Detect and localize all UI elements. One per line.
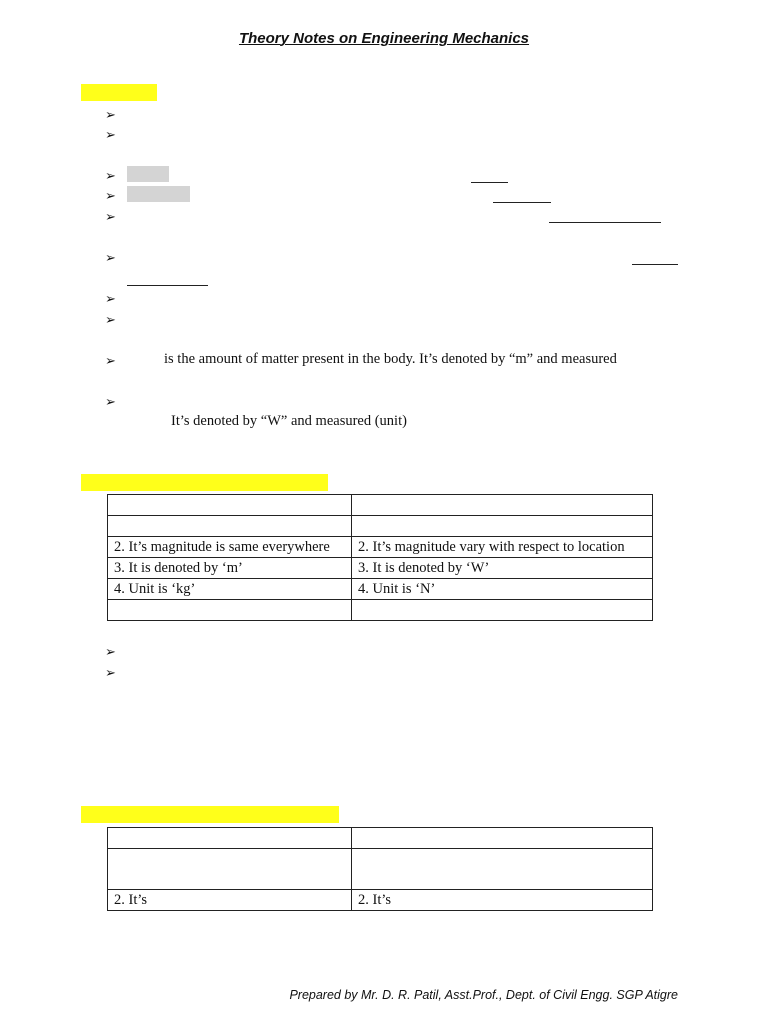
list-bullet: ➢ xyxy=(105,107,116,122)
section-heading-highlight-1 xyxy=(81,84,157,101)
table-cell: 2. It’s xyxy=(108,890,352,911)
list-bullet: ➢ xyxy=(105,250,116,265)
table-cell xyxy=(108,516,352,537)
table-row xyxy=(108,537,653,558)
page-footer: Prepared by Mr. D. R. Patil, Asst.Prof., Dept. of Civil Engg. SGP Atigre xyxy=(289,988,678,1002)
table-row xyxy=(108,890,653,911)
weight-definition-text: It’s denoted by “W” and measured (unit) xyxy=(171,413,407,429)
table-cell xyxy=(352,849,653,890)
comparison-table-2 xyxy=(107,827,653,911)
table-cell: 2. It’s magnitude is same everywhere xyxy=(108,537,352,558)
table-cell: 2. It’s xyxy=(352,890,653,911)
list-bullet: ➢ xyxy=(105,665,116,680)
section-heading-highlight-3 xyxy=(81,806,339,823)
table-cell xyxy=(108,495,352,516)
table-cell xyxy=(352,600,653,621)
mass-definition-text: is the amount of matter present in the body. It’s denoted by “m” and measured xyxy=(164,351,617,367)
mass-vs-weight-table xyxy=(107,494,653,621)
table-cell xyxy=(352,516,653,537)
blank-underline xyxy=(493,202,551,203)
table-row xyxy=(108,495,653,516)
blank-underline xyxy=(632,264,678,265)
table-cell: 4. Unit is ‘N’ xyxy=(352,579,653,600)
table-cell xyxy=(108,849,352,890)
redacted-term-highlight xyxy=(127,166,169,182)
list-bullet: ➢ xyxy=(105,127,116,142)
list-bullet: ➢ xyxy=(105,209,116,224)
section-heading-highlight-2 xyxy=(81,474,328,491)
table-cell xyxy=(352,828,653,849)
page-title: Theory Notes on Engineering Mechanics xyxy=(238,30,530,47)
list-bullet: ➢ xyxy=(105,188,116,203)
list-bullet: ➢ xyxy=(105,644,116,659)
table-row xyxy=(108,558,653,579)
list-bullet: ➢ xyxy=(105,394,116,409)
table-row xyxy=(108,828,653,849)
redacted-term-highlight xyxy=(127,186,190,202)
table-cell: 3. It is denoted by ‘W’ xyxy=(352,558,653,579)
list-bullet: ➢ xyxy=(105,168,116,183)
table-row xyxy=(108,600,653,621)
table-row xyxy=(108,579,653,600)
table-row xyxy=(108,516,653,537)
table-cell xyxy=(108,828,352,849)
list-bullet: ➢ xyxy=(105,291,116,306)
table-row xyxy=(108,849,653,890)
blank-underline xyxy=(471,182,508,183)
blank-underline xyxy=(549,222,661,223)
table-cell: 3. It is denoted by ‘m’ xyxy=(108,558,352,579)
table-cell xyxy=(108,600,352,621)
list-bullet: ➢ xyxy=(105,312,116,327)
table-cell: 2. It’s magnitude vary with respect to location xyxy=(352,537,653,558)
table-cell: 4. Unit is ‘kg’ xyxy=(108,579,352,600)
table-cell xyxy=(352,495,653,516)
list-bullet: ➢ xyxy=(105,353,116,368)
blank-underline xyxy=(127,285,208,286)
